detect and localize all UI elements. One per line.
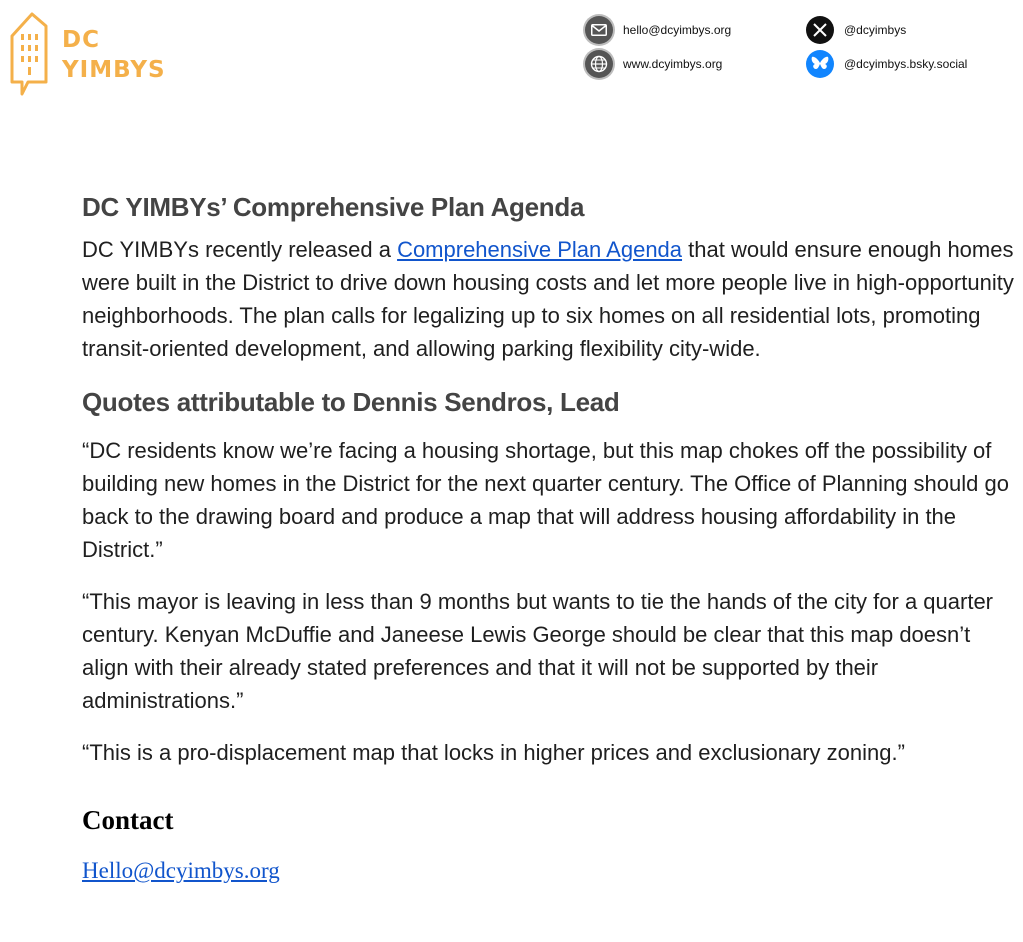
header-email-text: hello@dcyimbys.org <box>623 23 732 37</box>
agenda-text-before: DC YIMBYs recently released a <box>82 237 398 262</box>
contact-email-link[interactable]: Hello@dcyimbys.org <box>82 858 280 883</box>
header-bluesky-handle: @dcyimbys.bsky.social <box>844 57 968 71</box>
globe-icon <box>585 50 613 78</box>
dc-yimbys-logo <box>8 12 166 98</box>
envelope-icon <box>585 16 613 44</box>
comprehensive-plan-agenda-link[interactable]: Comprehensive Plan Agenda <box>397 237 683 262</box>
header-x-handle: @dcyimbys <box>844 23 907 37</box>
quotes-heading: Quotes attributable to Dennis Sendros, Lead <box>82 387 620 417</box>
quote-paragraph-2: “This mayor is leaving in less than 9 months but wants to tie the hands of the city for a quarter century. Kenyan McDuffie and Janeese Lewis George should be clear that this map doesn’t align with their already stated preferences and that it will not be supported by their administrations.” <box>82 589 994 713</box>
main-content <box>82 190 1017 884</box>
logo-wordmark <box>62 25 166 85</box>
header-email[interactable] <box>585 16 731 44</box>
logo-line-2: YIMBYS <box>62 57 166 83</box>
building-logo-icon <box>8 12 50 98</box>
quote-paragraph-3: “This is a pro-displacement map that locks in higher prices and exclusionary zoning.” <box>82 740 905 765</box>
butterfly-icon <box>806 50 834 78</box>
header-website[interactable] <box>585 50 722 78</box>
quote-paragraph-1: “DC residents know we’re facing a housing shortage, but this map chokes off the possibility of building new homes in the District for the next quarter century. The Office of Planning should go back to the drawing board and produce a map that will address housing affordability in the District.” <box>82 438 1009 562</box>
logo-line-1: DC <box>62 27 100 53</box>
agenda-paragraph <box>82 233 1017 365</box>
header-contact-bar <box>585 16 1005 80</box>
header-website-text: www.dcyimbys.org <box>623 57 723 71</box>
header-bluesky-account[interactable] <box>806 50 967 78</box>
header-x-account[interactable] <box>806 16 906 44</box>
contact-heading: Contact <box>82 805 174 835</box>
x-logo-icon <box>806 16 834 44</box>
agenda-heading: DC YIMBYs’ Comprehensive Plan Agenda <box>82 192 585 222</box>
agenda-text-after: that would ensure enough homes were built in the District to drive down housing costs and let more people live in high-opportunity neighborhoods. The plan calls for legalizing up to six homes on all residential lots, promoting transit-oriented development, and allowing parking flexibility city-wide. <box>82 237 1014 361</box>
